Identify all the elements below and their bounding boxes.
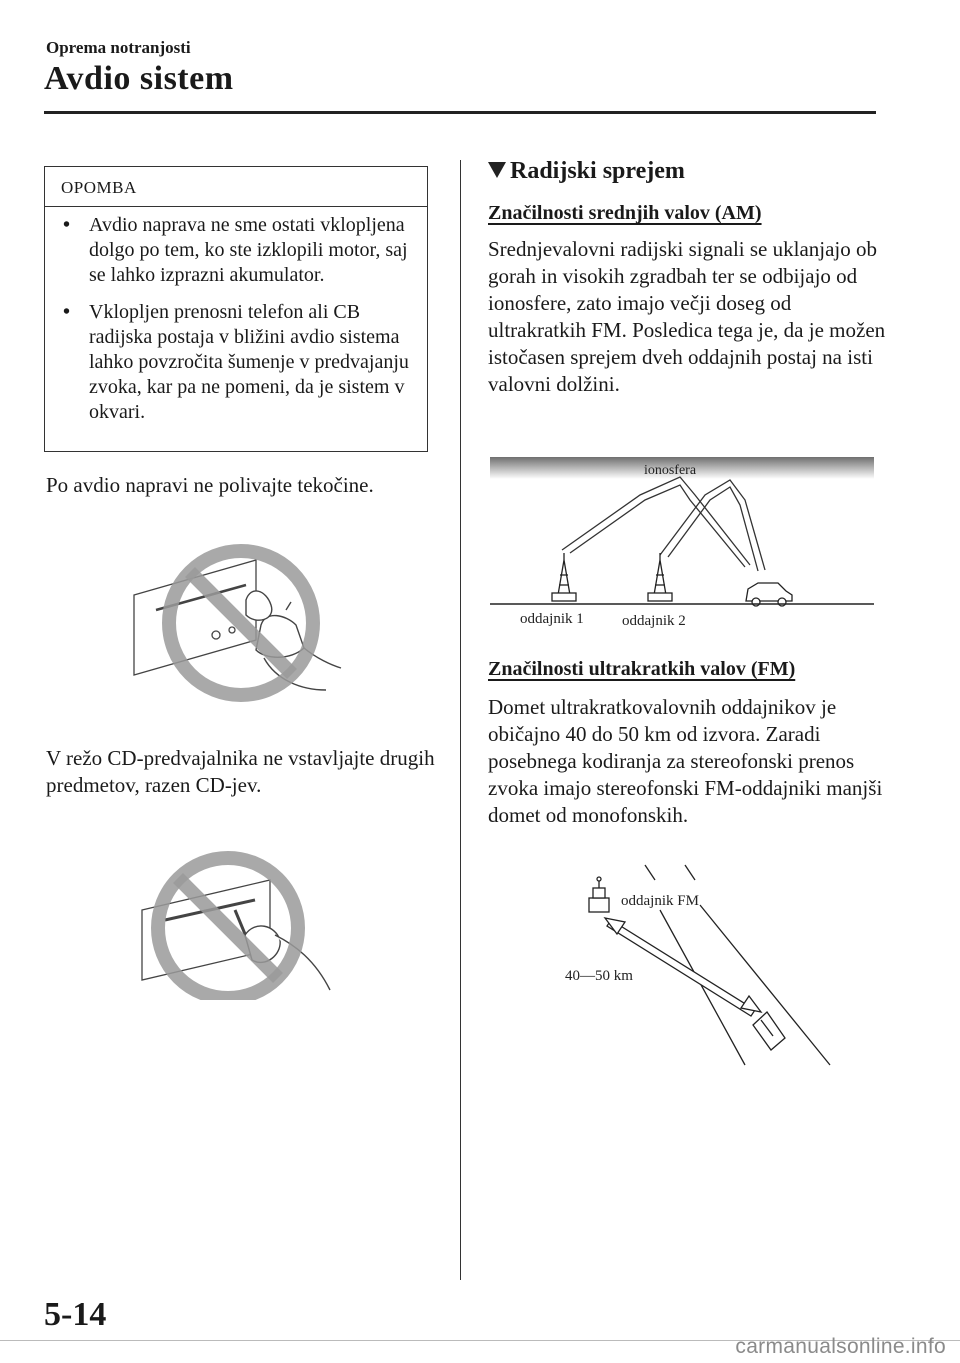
section-label: Oprema notranjosti (46, 38, 191, 57)
fm-diagram (555, 860, 845, 1075)
am-subheading: Značilnosti srednjih valov (AM) (488, 202, 762, 224)
no-liquid-illustration (126, 540, 356, 705)
am-paragraph: Srednjevalovni radijski signali se uklanjajo ob gorah in visokih zgradbah ter se odbijajo od ionosfere, zato imajo večji doseg od ultrakratkih FM. Posledica tega je, da je možen istočasen sprejem dveh oddajnih postaj na isti valovni dolžini. (488, 237, 886, 396)
radio-waves (562, 477, 765, 571)
note-list (45, 207, 427, 425)
fm-subheading: Značilnosti ultrakratkih valov (FM) (488, 658, 796, 680)
column-divider (460, 160, 461, 1280)
bullet-icon: • (63, 214, 71, 236)
section-heading-text: Radijski sprejem (510, 158, 685, 184)
section-heading (488, 158, 685, 185)
note-box (44, 166, 428, 452)
watermark: carmanualsonline.info (735, 1335, 946, 1358)
fm-transmitter-icon (589, 877, 609, 912)
note-heading: OPOMBA (45, 167, 427, 207)
car-icon (746, 583, 792, 606)
transmitter-2-icon (648, 553, 672, 601)
range-arrow-icon (605, 918, 761, 1016)
note-item (61, 300, 417, 425)
triangle-marker-icon (488, 162, 506, 178)
car-icon (753, 1012, 785, 1050)
transmitter-1-icon (552, 553, 576, 601)
fm-transmitter-label: oddajnik FM (621, 893, 699, 909)
bullet-icon: • (63, 301, 71, 323)
note-item-text: Avdio naprava ne sme ostati vklopljena dolgo po tem, ko ste izklopili motor, saj se lahko izprazni akumulator. (89, 214, 408, 286)
fm-paragraph: Domet ultrakratkovalovnih oddajnikov je običajno 40 do 50 km od izvora. Zaradi posebnega kodiranja za stereofonski prenos zvoka imajo stereofonski FM-oddajniki manjši domet od monofonskih. (488, 695, 883, 827)
range-label: 40—50 km (565, 968, 633, 984)
note-item-text: Vklopljen prenosni telefon ali CB radijska postaja v bližini avdio sistema lahko povzročita šumenje v predvajanju zvoka, kar pa ne pomeni, da je sistem v okvari. (89, 301, 409, 423)
am-diagram (490, 455, 874, 635)
note-item (61, 213, 417, 288)
paragraph-liquids: Po avdio napravi ne polivajte tekočine. (46, 473, 374, 497)
page-title: Avdio sistem (44, 60, 234, 97)
title-rule (44, 111, 876, 114)
transmitter-2-label: oddajnik 2 (622, 613, 686, 629)
ionosphere-label: ionosfera (643, 463, 697, 478)
transmitter-1-label: oddajnik 1 (520, 611, 584, 627)
no-objects-illustration (140, 840, 340, 1000)
paragraph-cd-slot: V režo CD-predvajalnika ne vstavljajte drugih predmetov, razen CD-jev. (46, 746, 435, 797)
page-number: 5-14 (44, 1296, 107, 1333)
